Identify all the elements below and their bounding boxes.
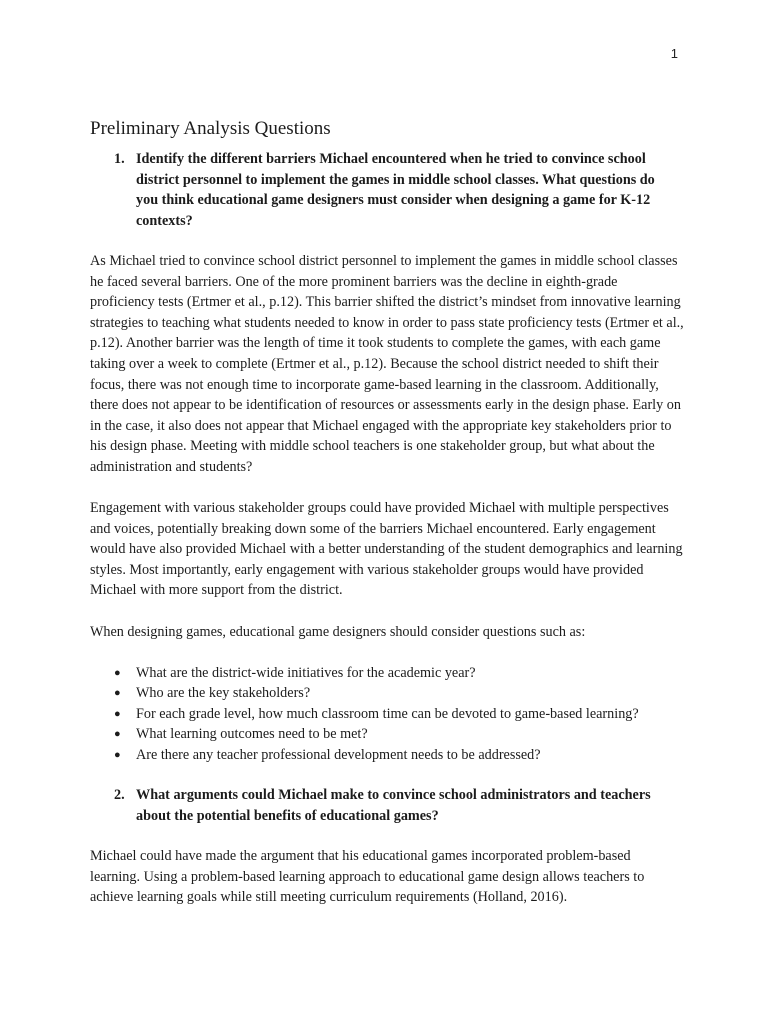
list-item [114,724,684,745]
bullet-icon: ● [114,707,121,720]
question-number: 1. [114,151,125,167]
answer-paragraph-barriers: As Michael tried to convince school district personnel to implement the games in middle school classes he faced several barriers. One of the more prominent barriers was the decline in eighth-grade proficiency tests (Ertmer et al., p.12). This barrier shifted the district’s mindset from innovative learning strategies to teaching what students needed to know in order to pass state proficiency tests (Ertmer et al., p.12). Another barrier was the length of time it took students to complete the games, with each game taking over a week to complete (Ertmer et al., p.12). Because the school district needed to shift their focus, there was not enough time to incorporate game-based learning in the classroom. Additionally, there does not appear to be identification of resources or assessments early in the design phase. Early on in the case, it also does not appear that Michael engaged with the appropriate key stakeholders prior to his design phase. Meeting with middle school teachers is one stakeholder group, but what about the administration and students? [90,253,684,475]
section-heading: Preliminary Analysis Questions [90,118,331,139]
list-item [114,745,684,766]
list-item [114,704,684,725]
bullet-icon: ● [114,728,121,741]
bullet-icon: ● [114,666,121,679]
question-2 [114,785,684,826]
answer-paragraph-questions-intro: When designing games, educational game designers should consider questions such as: [90,623,586,640]
list-item-text: For each grade level, how much classroom time can be devoted to game-based learning? [136,705,639,722]
list-item [114,663,684,684]
bullet-icon: ● [114,748,121,761]
question-text: What arguments could Michael make to convince school administrators and teachers about the potential benefits of educational games? [136,787,651,824]
list-item-text: Are there any teacher professional development needs to be addressed? [136,746,541,763]
list-item-text: Who are the key stakeholders? [136,685,311,702]
question-text: Identify the different barriers Michael encountered when he tried to convince school district personnel to implement the games in middle school classes. What questions do you think educational game designers must consider when designing a game for K-12 contexts? [136,151,655,229]
list-item-text: What learning outcomes need to be met? [136,726,368,743]
list-item [114,683,684,704]
answer-paragraph-problem-based: Michael could have made the argument that his educational games incorporated problem-based learning. Using a problem-based learning approach to educational game design allows teachers to achieve learning goals while still meeting curriculum requirements (Holland, 2016). [90,848,645,906]
design-questions-list [90,663,684,766]
list-item-text: What are the district-wide initiatives for the academic year? [136,664,476,681]
page-number: 1 [670,46,678,61]
question-number: 2. [114,787,125,804]
document-body [90,117,684,928]
question-1 [114,149,684,231]
answer-paragraph-stakeholders: Engagement with various stakeholder groups could have provided Michael with multiple perspectives and voices, potentially breaking down some of the barriers Michael encountered. Early engagement would have also provided Michael with a better understanding of the student demographics and learning styles. Most importantly, early engagement with various stakeholder groups would have provided Michael with more support from the district. [90,500,683,599]
bullet-icon: ● [114,687,121,700]
